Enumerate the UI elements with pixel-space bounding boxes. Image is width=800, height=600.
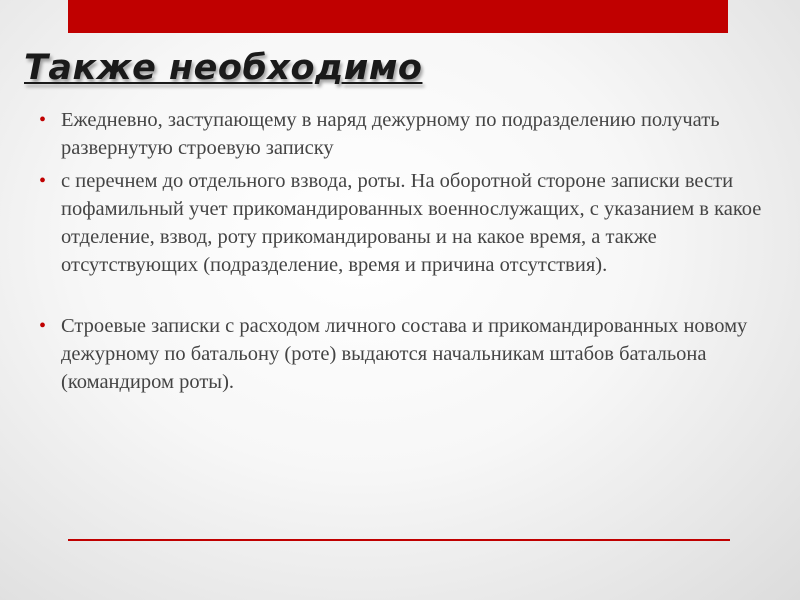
bullet-list xyxy=(34,106,774,396)
bullet-text: Строевые записки с расходом личного состава и прикомандированных новому дежурному по батальону (роте) выдаются начальникам штабов батальона (командиром роты). xyxy=(61,315,748,393)
bullet-item-3 xyxy=(34,312,774,396)
slide-title: Также необходимо xyxy=(24,48,423,88)
bullet-text: с перечнем до отдельного взвода, роты. На оборотной стороне записки вести пофамильный учет прикомандированных военнослужащих, с указанием в какое отделение, взвод, роту прикомандированы и на какое время, а также отсутствующих (подразделение, время и причина отсутствия). xyxy=(61,170,762,276)
bullet-text: Ежедневно, заступающему в наряд дежурному по подразделению получать развернутую строевую записку xyxy=(61,109,720,159)
bullet-marker: • xyxy=(39,109,47,131)
slide-content xyxy=(34,106,774,396)
bullet-marker: • xyxy=(39,170,47,192)
bullet-item-2 xyxy=(34,167,774,279)
bullet-marker: • xyxy=(39,315,47,337)
top-accent-bar xyxy=(68,0,728,33)
bottom-accent-line xyxy=(68,539,730,541)
bullet-item-1 xyxy=(34,106,774,162)
